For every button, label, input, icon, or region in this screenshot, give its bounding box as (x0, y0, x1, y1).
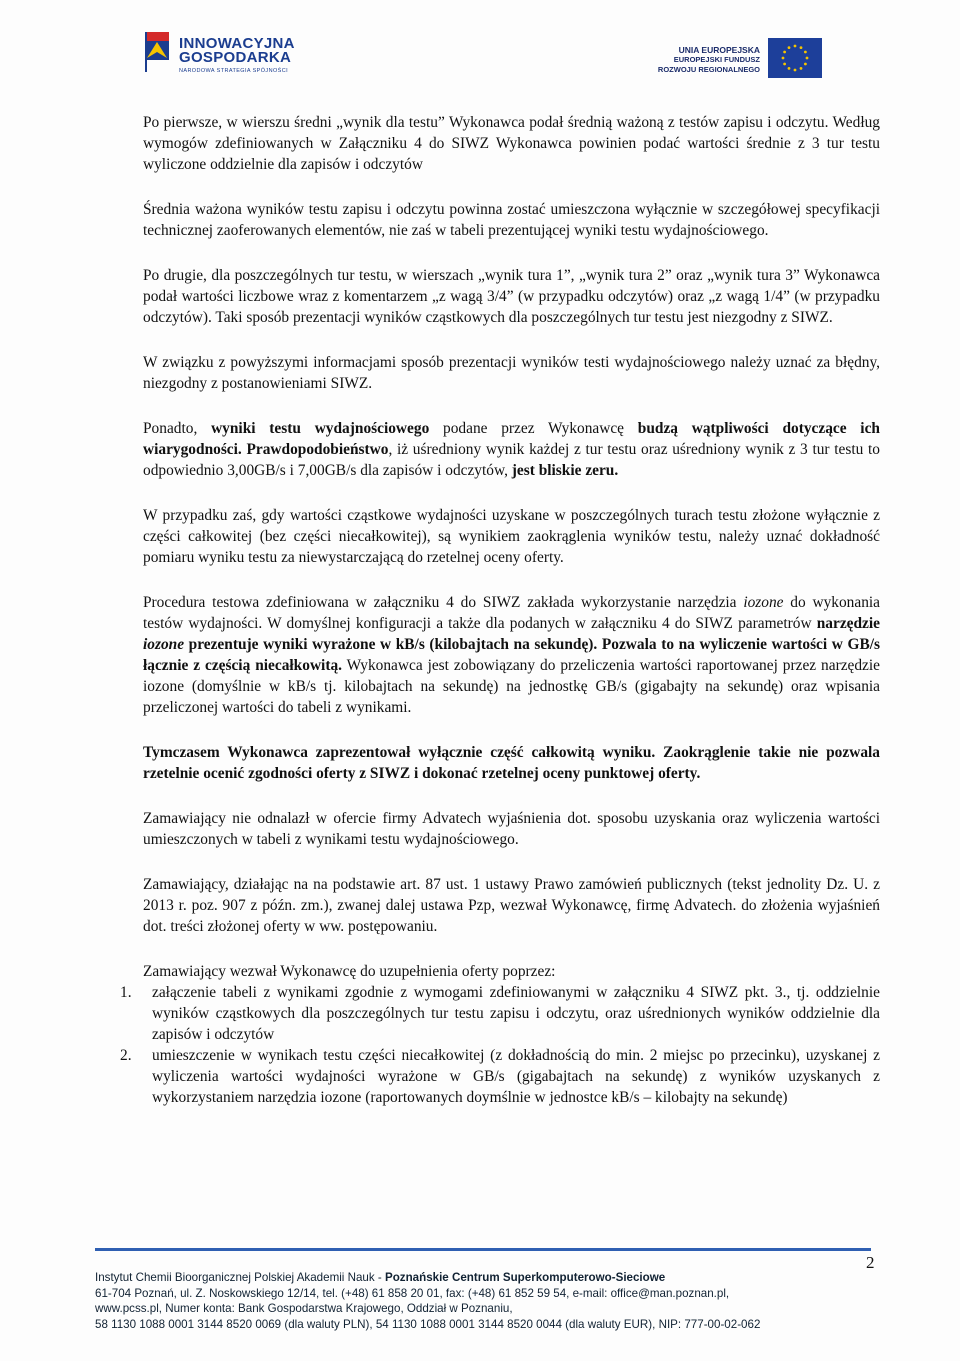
footer-bank: www.pcss.pl, Numer konta: Bank Gospodarstwa Krajowego, Oddział w Poznaniu, (95, 1302, 513, 1315)
footer-account: 58 1130 1088 0001 3144 8520 0069 (dla waluty PLN), 54 1130 1088 0001 3144 8520 0044 (dla waluty EUR), NIP: 777-00-02-062 (95, 1317, 761, 1331)
p7-c: do wykonania testów wydajności. W domyślnej konfiguracji a także dla podanych w załączniku 4 do SIWZ parametrów (143, 594, 881, 632)
paragraph-5 (143, 418, 880, 481)
list-item (120, 1045, 880, 1108)
p7-d: narzędzie (816, 615, 880, 632)
p7-a: Procedura testowa zdefiniowana w załączniku 4 do SIWZ zakłada wykorzystanie narzędzia (143, 594, 744, 611)
eu-line1: UNIA EUROPEJSKA (678, 45, 760, 55)
eu-line2: EUROPEJSKI FUNDUSZ (673, 55, 760, 64)
list-number: 2. (120, 1047, 132, 1064)
p8-bold: Tymczasem Wykonawca zaprezentował wyłącznie część całkowitą wyniku. Zaokrąglenie takie nie pozwala rzetelnie ocenić zgodności oferty z SIWZ i dokonać rzetelnej oceny punktowej oferty. (143, 744, 880, 782)
eu-line3: ROZWOJU REGIONALNEGO (657, 65, 760, 74)
logo-subline: NARODOWA STRATEGIA SPÓJNOŚCI (179, 68, 288, 74)
list-text: umieszczenie w wynikach testu części niecałkowitej (z dokładnością do min. 2 miejsc po przecinku), uzyskanej z wyliczenia wartości wydajności wyrażone w GB/s (gigabajtach na sekundę) z wyników uzyskanych z wykorzystaniem narzędzia iozone (raportowanych doymślnie w jednostce kB/s – kilobajty na sekundę) (152, 1047, 880, 1106)
p5-d: budzą wątpliwości dotyczące ich wiarygodności. Prawdopodobieństwo (143, 420, 880, 458)
p7-f: prezentuje wyniki wyrażone w kB/s (kilobajtach na sekundę). Pozwala to na wyliczenie wartości w GB/s łącznie z częścią niecałkowitą. (143, 636, 880, 674)
list-number: 1. (120, 984, 132, 1001)
p5-f: jest bliskie zeru. (511, 462, 619, 479)
paragraph-11: Zamawiający wezwał Wykonawcę do uzupełnienia oferty poprzez: (143, 963, 556, 980)
footer-institute: Instytut Chemii Bioorganicznej Polskiej Akademii Nauk - (95, 1271, 385, 1284)
p5-b: wyniki testu wydajnościowego (211, 420, 430, 437)
eu-flag-icon (768, 38, 822, 78)
list-text: załączenie tabeli z wynikami zgodnie z wymogami zdefiniowanymi w załączniku 4 SIWZ pkt. 3., tj. oddzielnie wyników cząstkowych dla poszczególnych tur testu zapisu i odczytu, oraz uśrednionych wyników oddzielnie dla zapisów i odczytów (152, 984, 880, 1043)
logo-line2: GOSPODARKA (179, 49, 292, 66)
flag-logo-icon (143, 30, 171, 74)
logo-line1: INNOWACYJNA (179, 35, 295, 52)
paragraph-6: W przypadku zaś, gdy wartości cząstkowe wydajności uzyskane w poszczególnych turach testu złożone wyłącznie z części całkowitej (bez części niecałkowitej), są wynikiem zaokrąglenia wyników testu, należy uznać dokładność pomiaru wyniku testu za niewystarczającą do rzetelnej oceny oferty. (143, 507, 880, 566)
letter-body (120, 112, 881, 1108)
eu-logo-text (658, 45, 760, 75)
p7-b: iozone (743, 594, 784, 611)
footer-institution (95, 1270, 895, 1286)
footer-address: 61-704 Poznań, ul. Z. Noskowskiego 12/14, tel. (+48) 61 858 20 01, fax: (+48) 61 852 59 54, e-mail: office@man.poznan.pl, (95, 1286, 730, 1300)
paragraph-7 (143, 592, 880, 718)
paragraph-4: W związku z powyższymi informacjami sposób prezentacji wyników testi wydajnościowego należy uznać za błędny, niezgodny z postanowieniami SIWZ. (143, 354, 880, 392)
p7-e: iozone (143, 636, 185, 653)
p5-a: Ponadto, (143, 420, 212, 437)
list-item (120, 982, 880, 1045)
letterhead (0, 0, 960, 100)
footer-divider (95, 1248, 871, 1251)
page-number: 2 (866, 1253, 875, 1272)
p5-e: , iż uśredniony wynik każdej z tur testu oraz uśredniony wynik z 3 tur testu to odpowiednio 3,00GB/s i 7,00GB/s dla zapisów i odczytów, (143, 441, 880, 479)
paragraph-2: Średnia ważona wyników testu zapisu i odczytu powinna zostać umieszczona wyłącznie w szczegółowej specyfikacji technicznej zaoferowanych elementów, nie zaś w tabeli prezentującej wyniki testu wydajnościowego. (143, 201, 880, 239)
paragraph-9: Zamawiający nie odnalazł w ofercie firmy Advatech wyjaśnienia dot. sposobu uzyskania oraz wyliczenia wartości umieszczonych w tabeli z wynikami testu wydajnościowego. (143, 810, 880, 848)
paragraph-1: Po pierwsze, w wierszu średni „wynik dla testu” Wykonawca podał średnią ważoną z testów zapisu i odczytu. Według wymogów zdefiniowanych w Załączniku 4 do SIWZ Wykonawca powinien podać wartości średnie z 3 tur testu wyliczone oddzielnie dla zapisów i odczytów (143, 114, 880, 173)
footer (95, 1270, 895, 1332)
innowacyjna-gospodarka-logo (143, 30, 333, 80)
demand-list (120, 982, 880, 1108)
footer-centre: Poznańskie Centrum Superkomputerowo-Sieciowe (384, 1271, 666, 1284)
paragraph-10: Zamawiający, działając na na podstawie art. 87 ust. 1 ustawy Prawo zamówień publicznych (tekst jednolity Dz. U. z 2013 r. poz. 907 z późn. zm.), zwanej dalej ustawa Pzp, wezwał Wykonawcę, firmę Advatech. do złożenia wyjaśnień dot. treści złożonej oferty w ww. postępowaniu. (143, 876, 880, 935)
p7-g: Wykonawca jest zobowiązany do przeliczenia wartości raportowanej przez narzędzie iozone (domyślnie w kB/s tj. kilobajtach na sekundę) na jednostkę GB/s (gigabajty na sekundę) oraz wpisania przeliczonej wartości do tabeli z wynikami. (143, 657, 880, 716)
paragraph-8 (143, 742, 880, 784)
p5-c: podane przez Wykonawcę (429, 420, 638, 437)
eu-logo (640, 38, 822, 82)
paragraph-3: Po drugie, dla poszczególnych tur testu, w wierszach „wynik tura 1”, „wynik tura 2” oraz „wynik tura 3” Wykonawca podał wartości liczbowe wraz z komentarzem „z wagą 3/4” (w przypadku odczytów) oraz „z wagą 1/4” (w przypadku odczytów). Taki sposób prezentacji wyników cząstkowych dla poszczególnych tur testu jest niezgodny z SIWZ. (143, 267, 880, 326)
